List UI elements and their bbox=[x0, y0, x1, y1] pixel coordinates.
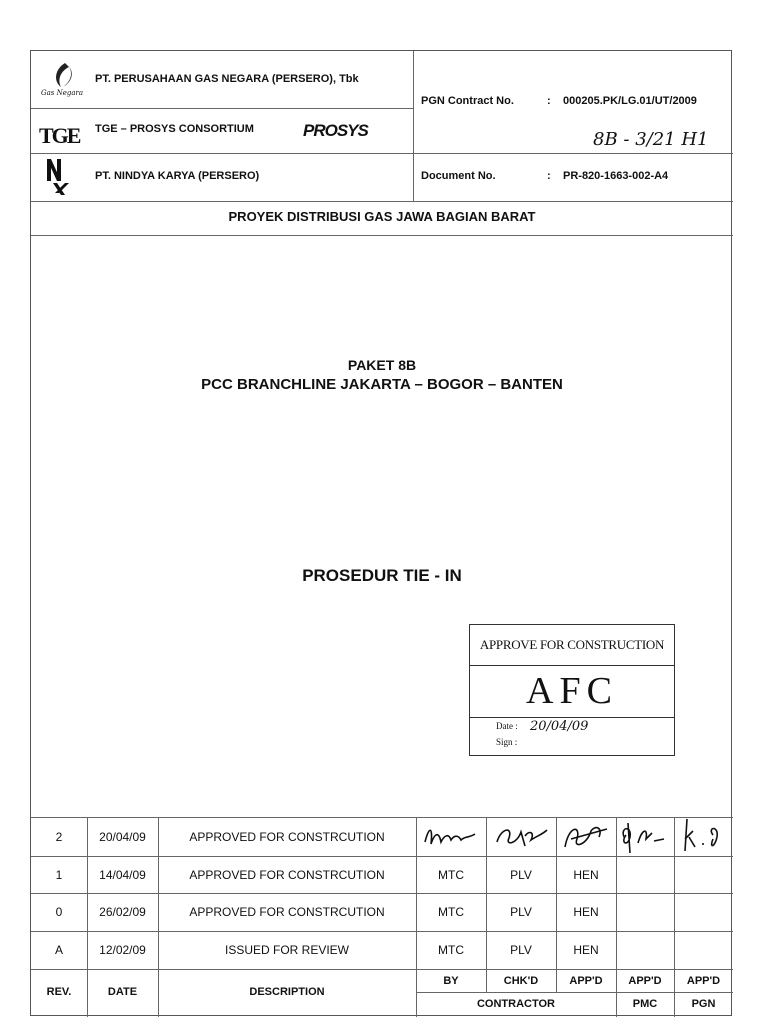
rev-2-appd-signature bbox=[556, 817, 616, 856]
rev-0-number: 0 bbox=[55, 905, 63, 919]
document-label: Document No. bbox=[421, 170, 496, 182]
header-divider-2 bbox=[31, 153, 733, 154]
company-1-name: PT. PERUSAHAAN GAS NEGARA (PERSERO), Tbk bbox=[95, 73, 359, 85]
rev-0-by: MTC bbox=[438, 905, 464, 919]
rev-0-chkd: PLV bbox=[510, 905, 532, 919]
rev-2-number: 2 bbox=[55, 829, 63, 844]
rev-0-appd: HEN bbox=[573, 905, 599, 919]
rev-a-by: MTC bbox=[438, 943, 464, 957]
header-pgn: PGN bbox=[691, 997, 716, 1010]
header-pmc: PMC bbox=[632, 997, 658, 1010]
rev-a-date: 12/02/09 bbox=[99, 943, 146, 957]
header-by: BY bbox=[443, 974, 459, 987]
contract-value: 000205.PK/LG.01/UT/2009 bbox=[563, 95, 697, 107]
gas-negara-logo bbox=[41, 59, 89, 101]
project-title: PROYEK DISTRIBUSI GAS JAWA BAGIAN BARAT bbox=[228, 209, 536, 224]
package-description: PCC BRANCHLINE JAKARTA – BOGOR – BANTEN bbox=[201, 376, 563, 393]
tge-logo: TGE bbox=[39, 123, 80, 148]
header-date: DATE bbox=[107, 986, 138, 998]
header-vdivider bbox=[413, 51, 414, 201]
document-sheet bbox=[30, 50, 732, 1016]
header-appd-pmc: APP'D bbox=[628, 974, 662, 987]
afc-stamp bbox=[469, 624, 675, 756]
company-2-name: TGE – PROSYS CONSORTIUM bbox=[95, 123, 254, 135]
document-sep: : bbox=[547, 170, 551, 182]
stamp-date-value: 20/04/09 bbox=[530, 719, 589, 734]
rev-1-description: APPROVED FOR CONSTRCUTION bbox=[189, 867, 385, 882]
rev-2-pgn-signature bbox=[674, 817, 733, 856]
header-chkd: CHK'D bbox=[503, 974, 539, 987]
header-rev: REV. bbox=[46, 986, 72, 998]
rev-a-appd: HEN bbox=[573, 943, 599, 957]
stamp-date-label: Date : bbox=[496, 721, 518, 731]
stamp-code: AFC bbox=[470, 665, 674, 718]
header-contractor: CONTRACTOR bbox=[476, 997, 555, 1010]
header-divider-4 bbox=[31, 235, 733, 236]
rev-a-chkd: PLV bbox=[510, 943, 532, 957]
document-title: PROSEDUR TIE - IN bbox=[302, 566, 462, 585]
contract-label: PGN Contract No. bbox=[421, 95, 514, 107]
rev-1-appd: HEN bbox=[573, 867, 599, 882]
header-appd-pgn: APP'D bbox=[686, 974, 721, 987]
stamp-heading: APPROVE FOR CONSTRUCTION bbox=[470, 625, 674, 666]
company-3-name: PT. NINDYA KARYA (PERSERO) bbox=[95, 170, 260, 182]
stamp-sign-label: Sign : bbox=[496, 737, 518, 747]
rev-a-description: ISSUED FOR REVIEW bbox=[224, 943, 349, 957]
prosys-logo: PROSYS bbox=[303, 121, 368, 140]
rev-1-number: 1 bbox=[55, 867, 63, 882]
contract-handwritten-note: 8B - 3/21 H1 bbox=[593, 129, 709, 150]
rev-2-chkd-signature bbox=[486, 817, 556, 856]
rev-1-by: MTC bbox=[438, 867, 464, 882]
header-description: DESCRIPTION bbox=[249, 986, 325, 998]
rev-1-chkd: PLV bbox=[510, 867, 532, 882]
rev-1-date: 14/04/09 bbox=[99, 867, 146, 882]
header-appd: APP'D bbox=[569, 974, 603, 987]
contract-sep: : bbox=[547, 95, 551, 107]
rev-a-number: A bbox=[54, 943, 63, 957]
package-number: PAKET 8B bbox=[347, 357, 417, 373]
header-divider-1 bbox=[31, 108, 413, 109]
rev-2-description: APPROVED FOR CONSTRCUTION bbox=[189, 829, 385, 844]
rev-2-date: 20/04/09 bbox=[99, 829, 146, 844]
rev-0-date: 26/02/09 bbox=[99, 905, 146, 919]
gas-negara-logo-text: Gas Negara bbox=[41, 89, 84, 97]
header-divider-3 bbox=[31, 201, 733, 202]
rev-2-pmc-signature bbox=[616, 817, 674, 856]
rev-2-by-signature bbox=[416, 817, 486, 856]
nindya-karya-logo bbox=[43, 157, 73, 197]
rev-0-description: APPROVED FOR CONSTRCUTION bbox=[189, 905, 385, 919]
document-value: PR-820-1663-002-A4 bbox=[563, 170, 669, 182]
